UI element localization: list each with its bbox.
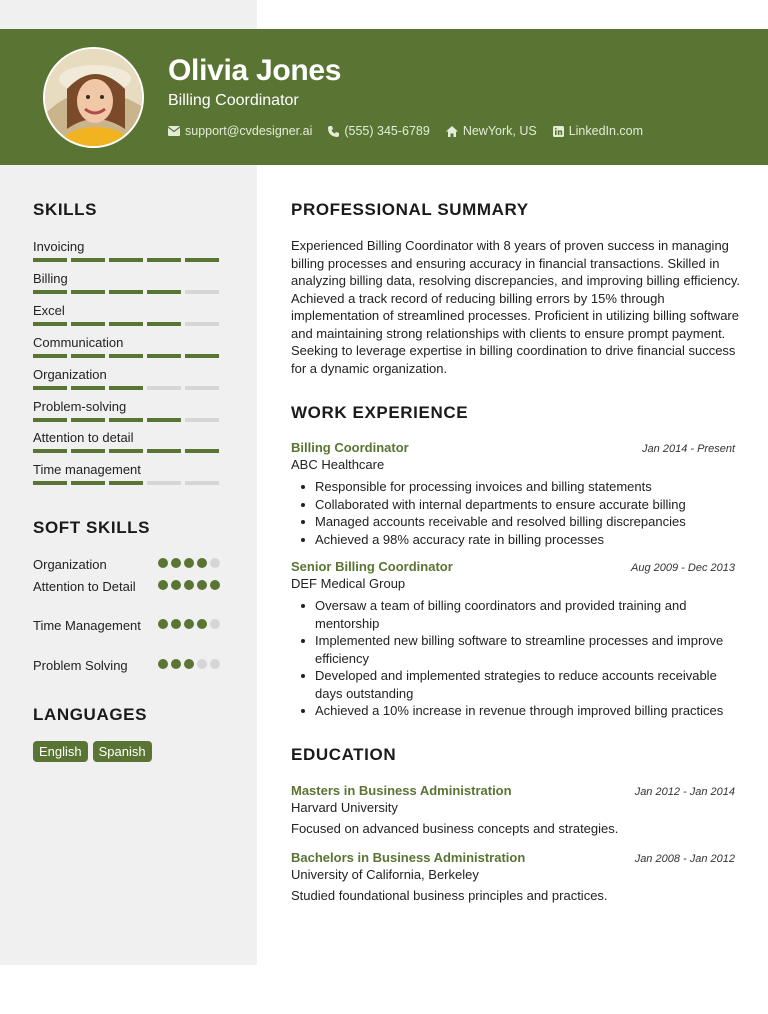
skill-item: [33, 335, 223, 358]
skill-bar: [33, 418, 223, 422]
skill-bar: [33, 449, 223, 453]
soft-skills-heading: SOFT SKILLS: [33, 518, 151, 537]
skill-segment-filled: [147, 322, 181, 326]
email-text: support@cvdesigner.ai: [185, 124, 313, 138]
job-entry: [291, 440, 735, 548]
skill-segment-filled: [109, 418, 143, 422]
school-name: Harvard University: [291, 800, 398, 815]
rating-dot-filled: [171, 580, 181, 590]
languages-list: [33, 741, 157, 762]
skill-bar: [33, 481, 223, 485]
experience-heading: WORK EXPERIENCE: [291, 403, 469, 422]
rating-dot-filled: [158, 558, 168, 568]
job-company: DEF Medical Group: [291, 576, 406, 591]
skill-item: [33, 239, 223, 262]
linkedin-text: LinkedIn.com: [568, 124, 644, 138]
education-dates: Jan 2008 - Jan 2012: [634, 853, 735, 865]
linkedin-icon: [553, 126, 564, 137]
skill-label: Invoicing: [33, 239, 85, 254]
soft-skill-label: Attention to Detail: [33, 579, 136, 594]
skill-segment-filled: [33, 322, 67, 326]
soft-skill-item: [33, 617, 223, 634]
education-dates: Jan 2012 - Jan 2014: [634, 786, 735, 798]
phone-text: (555) 345-6789: [344, 124, 430, 138]
school-name: University of California, Berkeley: [291, 867, 479, 882]
profile-photo-icon: [45, 49, 144, 148]
degree-title: Bachelors in Business Administration: [291, 850, 526, 865]
candidate-title: Billing Coordinator: [168, 92, 299, 109]
phone-icon: [328, 126, 339, 137]
skill-segment-empty: [185, 418, 219, 422]
job-role: Senior Billing Coordinator: [291, 559, 453, 574]
education-header: [291, 783, 735, 798]
rating-dot-filled: [210, 580, 220, 590]
skill-segment-filled: [109, 481, 143, 485]
skill-bar: [33, 290, 223, 294]
rating-dot-filled: [158, 659, 168, 669]
rating-dot-filled: [171, 558, 181, 568]
skill-segment-empty: [185, 290, 219, 294]
skill-label: Excel: [33, 303, 65, 318]
home-icon: [446, 126, 458, 137]
envelope-icon: [168, 126, 180, 136]
skill-segment-filled: [71, 258, 105, 262]
education-entry: [291, 783, 735, 836]
skill-item: [33, 430, 223, 453]
skill-segment-filled: [33, 449, 67, 453]
education-description: Studied foundational business principles and practices.: [291, 888, 608, 903]
skill-segment-filled: [33, 290, 67, 294]
job-header: [291, 559, 735, 574]
job-bullet: Collaborated with internal departments to ensure accurate billing: [291, 496, 735, 514]
job-entry: [291, 559, 735, 720]
job-bullet: Implemented new billing software to streamline processes and improve efficiency: [291, 632, 735, 667]
skills-heading: SKILLS: [33, 200, 98, 219]
skill-segment-empty: [147, 386, 181, 390]
soft-skill-item: [33, 657, 223, 674]
rating-dot-filled: [197, 558, 207, 568]
rating-dot-filled: [158, 619, 168, 629]
job-dates: Aug 2009 - Dec 2013: [631, 562, 735, 574]
skill-bar: [33, 386, 223, 390]
contact-phone[interactable]: [328, 124, 429, 138]
language-badge: Spanish: [93, 741, 152, 762]
education-entry: [291, 850, 735, 903]
job-dates: Jan 2014 - Present: [642, 443, 735, 455]
summary-text: Experienced Billing Coordinator with 8 years of proven success in managing billing processes and ensuring accuracy in financial transactions. Skilled in analyzing billing data, resolving discrepancies, and improving billing efficiency. Achieved a track record of reducing billing errors by 15% through implementation of streamlined processes. Proficient in utilizing billing software and maintaining strong relationships with clients to ensure prompt payment. Seeking to leverage expertise in billing coordination to drive financial success for a dynamic organization.: [291, 238, 740, 376]
skill-segment-filled: [109, 322, 143, 326]
contact-email[interactable]: [168, 124, 312, 138]
skill-segment-filled: [147, 418, 181, 422]
soft-skill-item: [33, 578, 223, 595]
avatar: [43, 47, 144, 148]
education-header: [291, 850, 735, 865]
job-role: Billing Coordinator: [291, 440, 409, 455]
rating-dot-filled: [197, 580, 207, 590]
skill-label: Time management: [33, 462, 141, 477]
job-bullets: [291, 478, 735, 548]
skill-segment-filled: [147, 354, 181, 358]
skill-label: Billing: [33, 271, 68, 286]
job-bullets: [291, 597, 735, 720]
skill-segment-filled: [147, 258, 181, 262]
soft-skill-rating: [158, 619, 223, 629]
job-company: ABC Healthcare: [291, 457, 385, 472]
skill-segment-filled: [109, 354, 143, 358]
skill-segment-filled: [185, 449, 219, 453]
skill-segment-empty: [185, 322, 219, 326]
skill-label: Problem-solving: [33, 399, 127, 414]
location-text: NewYork, US: [462, 124, 537, 138]
skill-segment-filled: [109, 258, 143, 262]
rating-dot-empty: [210, 619, 220, 629]
languages-heading: LANGUAGES: [33, 705, 148, 724]
skill-segment-filled: [71, 386, 105, 390]
skill-label: Attention to detail: [33, 430, 134, 445]
skill-item: [33, 271, 223, 294]
soft-skill-item: [33, 556, 223, 573]
skill-segment-filled: [147, 449, 181, 453]
job-bullet: Responsible for processing invoices and billing statements: [291, 478, 735, 496]
skill-segment-filled: [109, 386, 143, 390]
rating-dot-filled: [171, 619, 181, 629]
skill-segment-filled: [33, 258, 67, 262]
skill-segment-filled: [185, 258, 219, 262]
skill-segment-filled: [71, 290, 105, 294]
soft-skill-label: Problem Solving: [33, 658, 128, 673]
rating-dot-filled: [184, 580, 194, 590]
job-bullet: Oversaw a team of billing coordinators and provided training and mentorship: [291, 597, 735, 632]
soft-skill-label: Organization: [33, 557, 107, 572]
rating-dot-filled: [171, 659, 181, 669]
contact-linkedin[interactable]: [553, 124, 643, 138]
candidate-name: Olivia Jones: [168, 54, 342, 87]
rating-dot-empty: [197, 659, 207, 669]
skill-segment-filled: [71, 354, 105, 358]
rating-dot-filled: [184, 659, 194, 669]
skill-label: Communication: [33, 335, 124, 350]
skill-segment-filled: [71, 481, 105, 485]
soft-skill-rating: [158, 580, 223, 590]
skill-segment-filled: [33, 386, 67, 390]
job-bullet: Achieved a 10% increase in revenue through improved billing practices: [291, 702, 735, 720]
rating-dot-filled: [184, 619, 194, 629]
job-bullet: Managed accounts receivable and resolved billing discrepancies: [291, 513, 735, 531]
skill-segment-empty: [185, 481, 219, 485]
soft-skill-rating: [158, 558, 223, 568]
skill-segment-filled: [33, 481, 67, 485]
skill-bar: [33, 322, 223, 326]
skill-segment-filled: [71, 322, 105, 326]
skill-item: [33, 462, 223, 485]
rating-dot-empty: [210, 558, 220, 568]
skill-segment-filled: [147, 290, 181, 294]
education-description: Focused on advanced business concepts and strategies.: [291, 821, 619, 836]
skill-segment-empty: [147, 481, 181, 485]
job-bullet: Achieved a 98% accuracy rate in billing processes: [291, 531, 735, 549]
rating-dot-filled: [184, 558, 194, 568]
contact-row: [168, 124, 659, 138]
skill-segment-empty: [185, 386, 219, 390]
language-badge: English: [33, 741, 88, 762]
soft-skill-label: Time Management: [33, 618, 141, 633]
skill-label: Organization: [33, 367, 107, 382]
skill-item: [33, 367, 223, 390]
education-heading: EDUCATION: [291, 745, 397, 764]
job-bullet: Developed and implemented strategies to reduce accounts receivable days outstanding: [291, 667, 735, 702]
soft-skill-rating: [158, 659, 223, 669]
skill-item: [33, 399, 223, 422]
rating-dot-filled: [158, 580, 168, 590]
summary-heading: PROFESSIONAL SUMMARY: [291, 200, 529, 219]
rating-dot-filled: [197, 619, 207, 629]
skill-segment-filled: [33, 418, 67, 422]
rating-dot-empty: [210, 659, 220, 669]
job-header: [291, 440, 735, 455]
skill-segment-filled: [109, 290, 143, 294]
contact-location: [446, 124, 537, 138]
skill-segment-filled: [109, 449, 143, 453]
skill-segment-filled: [71, 449, 105, 453]
skill-bar: [33, 354, 223, 358]
skill-segment-filled: [71, 418, 105, 422]
degree-title: Masters in Business Administration: [291, 783, 512, 798]
skill-segment-filled: [33, 354, 67, 358]
skill-bar: [33, 258, 223, 262]
skill-segment-filled: [185, 354, 219, 358]
skill-item: [33, 303, 223, 326]
